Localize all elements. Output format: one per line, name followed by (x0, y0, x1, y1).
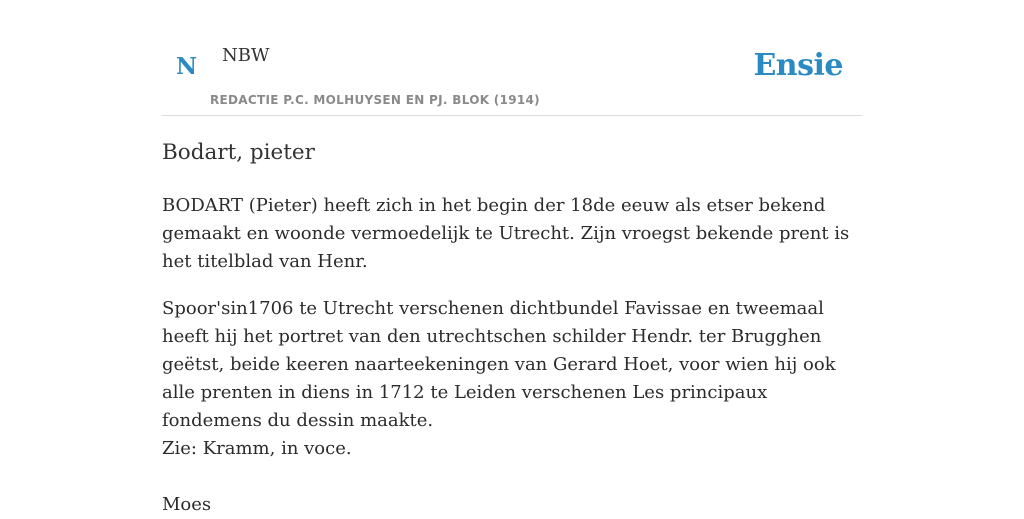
article-author: Moes (162, 494, 212, 515)
source-subtitle: REDACTIE P.C. MOLHUYSEN EN PJ. BLOK (1914) (210, 93, 540, 107)
ensie-logo-link[interactable]: Ensie (753, 48, 843, 83)
source-logo-icon[interactable]: N (176, 53, 198, 80)
article-paragraph: Spoor'sin1706 te Utrecht verschenen dichtbundel Favissae en tweemaal heeft hij het portret van den utrechtschen schilder Hendr. ter Brugghen geëtst, beide keeren naarteekeningen van Gerard Hoet, voor wien hij ook alle prenten in diens in 1712 te Leiden verschenen Les principaux fondemens du dessin maakte. (162, 298, 836, 431)
source-name-link[interactable]: NBW (222, 45, 270, 66)
article-reference: Zie: Kramm, in voce. (162, 438, 352, 459)
source-header (162, 0, 862, 116)
article-page (162, 0, 862, 515)
page-title: Bodart, pieter (162, 140, 315, 165)
article-paragraph: BODART (Pieter) heeft zich in het begin der 18de eeuw als etser bekend gemaakt en woonde vermoedelijk te Utrecht. Zijn vroegst bekende prent is het titelblad van Henr. (162, 195, 850, 272)
